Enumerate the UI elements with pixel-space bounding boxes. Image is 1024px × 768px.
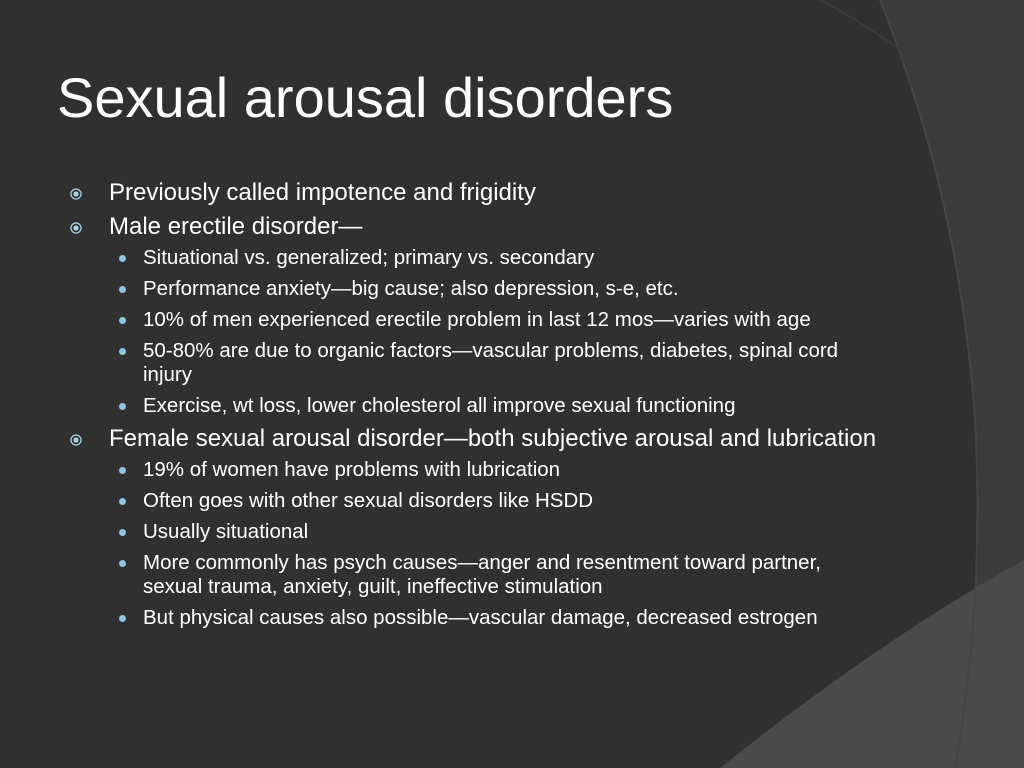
sub-bullet-text: 19% of women have problems with lubrication — [143, 458, 561, 481]
sub-bullet-item — [109, 520, 880, 544]
sub-bullet-item — [109, 458, 880, 482]
filled-circle-icon — [119, 403, 126, 410]
sub-bullet-list — [109, 458, 880, 630]
bullet-item — [70, 426, 880, 630]
sub-bullet-item — [109, 246, 880, 270]
bullet-text: Female sexual arousal disorder—both subjective arousal and lubrication — [109, 425, 877, 452]
bullet-text: Male erectile disorder— — [109, 213, 363, 240]
sub-bullet-text: But physical causes also possible—vascular damage, decreased estrogen — [143, 606, 818, 629]
bullet-list — [70, 180, 880, 630]
filled-circle-icon — [119, 317, 126, 324]
filled-circle-icon — [119, 286, 126, 293]
bullet-item — [70, 180, 880, 206]
bullet-text: Previously called impotence and frigidity — [109, 179, 536, 206]
filled-circle-icon — [119, 529, 126, 536]
filled-circle-icon — [119, 348, 126, 355]
filled-circle-icon — [119, 615, 126, 622]
circled-dot-icon — [70, 222, 82, 234]
sub-bullet-text: Situational vs. generalized; primary vs. secondary — [143, 246, 595, 269]
circled-dot-icon — [70, 434, 82, 446]
sub-bullet-text: 10% of men experienced erectile problem in last 12 mos—varies with age — [143, 308, 811, 331]
filled-circle-icon — [119, 498, 126, 505]
circled-dot-icon — [70, 188, 82, 200]
sub-bullet-text: Exercise, wt loss, lower cholesterol all improve sexual functioning — [143, 394, 736, 417]
sub-bullet-item — [109, 606, 880, 630]
sub-bullet-item — [109, 339, 880, 387]
sub-bullet-item — [109, 551, 880, 599]
filled-circle-icon — [119, 560, 126, 567]
filled-circle-icon — [119, 255, 126, 262]
sub-bullet-item — [109, 394, 880, 418]
bullet-item — [70, 214, 880, 418]
sub-bullet-item — [109, 277, 880, 301]
sub-bullet-text: More commonly has psych causes—anger and resentment toward partner, sexual trauma, anxiety, guilt, ineffective stimulation — [143, 551, 821, 598]
slide-title: Sexual arousal disorders — [57, 66, 674, 129]
sub-bullet-item — [109, 308, 880, 332]
sub-bullet-text: Often goes with other sexual disorders like HSDD — [143, 489, 594, 512]
sub-bullet-item — [109, 489, 880, 513]
sub-bullet-text: 50-80% are due to organic factors—vascular problems, diabetes, spinal cord injury — [143, 339, 839, 386]
sub-bullet-text: Performance anxiety—big cause; also depression, s-e, etc. — [143, 277, 679, 300]
sub-bullet-text: Usually situational — [143, 520, 309, 543]
sub-bullet-list — [109, 246, 880, 418]
filled-circle-icon — [119, 467, 126, 474]
